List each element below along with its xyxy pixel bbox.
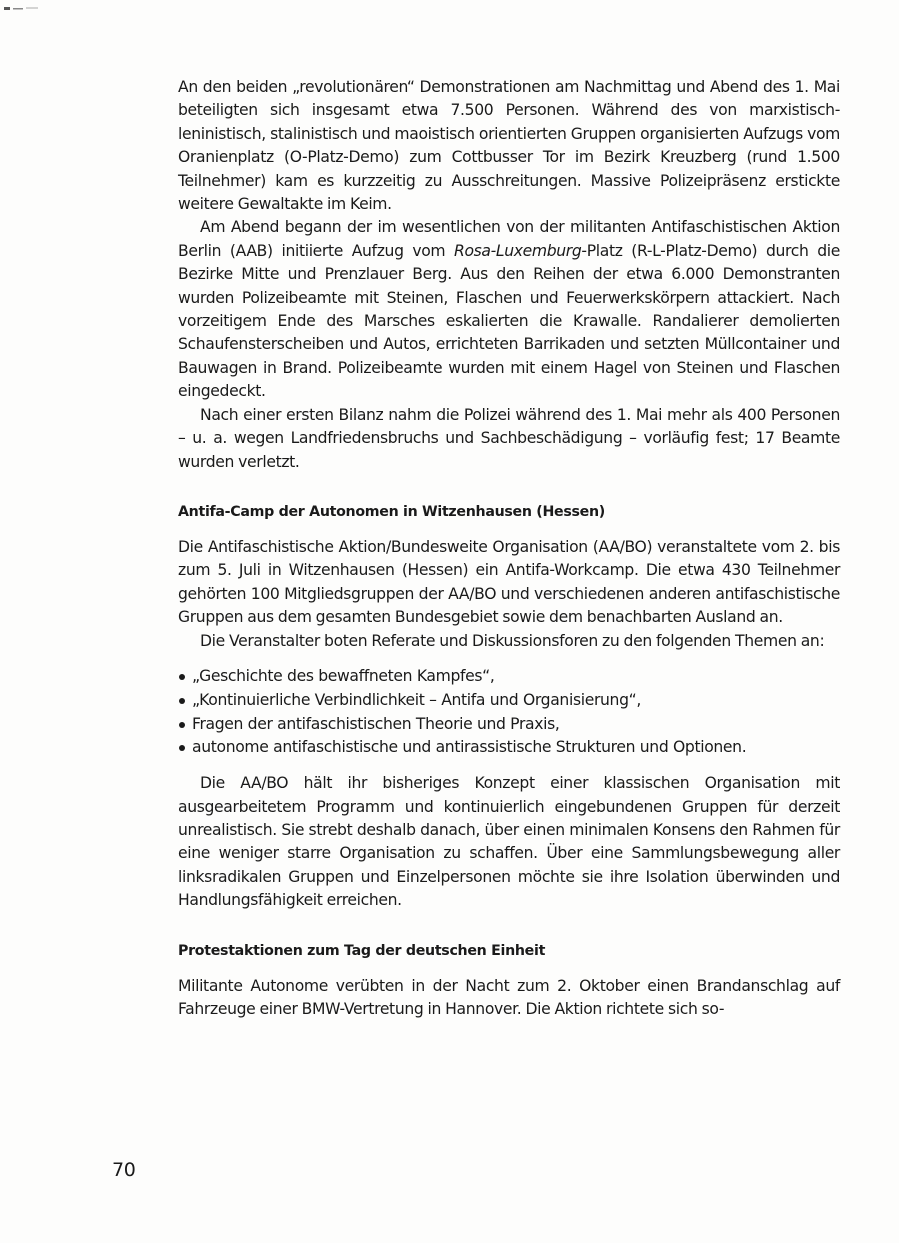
paragraph-police-balance: Nach einer ersten Bilanz nahm die Polizei während des 1. Mai mehr als 400 Personen – u. a. wegen Landfriedensbruchs und Sachbeschädigung – vorläufig fest; 17 Beamte wurden verletzt. — [178, 405, 840, 471]
page-number: 70 — [112, 1159, 136, 1181]
paragraph-arson-hannover: Militante Autonome verübten in der Nacht zum 2. Oktober einen Brandanschlag auf Fahrzeuge einer BMW-Vertretung in Hannover. Die Aktion richtete sich so- — [178, 976, 840, 1018]
paragraph-aa-bo-concept: Die AA/BO hält ihr bisheriges Konzept einer klassischen Organisation mit ausgearbeitetem Programm und kontinuierlich eingebundenen Gruppen für derzeit unrealistisch. Sie strebt deshalb danach, über einen minimalen Konsens den Rahmen für eine weniger starre Organisation zu schaffen. Über eine Sammlungsbewegung aller linksradikalen Gruppen und Einzelpersonen möchte sie ihre Isolation überwinden und Handlungsfähigkeit erreichen. — [178, 774, 840, 910]
paragraph-may-day-demos: An den beiden „revolutionären“ Demonstrationen am Nachmittag und Abend des 1. Mai beteiligten sich insgesamt etwa 7.500 Personen. Während des von marxistisch-leninistisch, stalinistisch und maoistisch orientierten Gruppen organisierten Aufzugs vom Oranienplatz (O-Platz-Demo) zum Cottbusser Tor im Bezirk Kreuzberg (rund 1.500 Teilnehmer) kam es kurzzeitig zu Ausschreitungen. Massive Polizeipräsenz erstickte weitere Gewaltakte im Keim. — [178, 78, 840, 214]
paragraph-topics-intro: Die Veranstalter boten Referate und Diskussionsforen zu den folgenden Themen an: — [200, 631, 825, 650]
topics-list — [178, 665, 840, 760]
paragraph-evening-march — [178, 216, 840, 403]
heading-antifa-camp: Antifa-Camp der Autonomen in Witzenhausen (Hessen) — [178, 503, 605, 520]
bullet-icon — [179, 698, 185, 704]
page-body — [178, 76, 840, 1021]
text-run: Am Abend begann der im wesentlichen von der militanten Antifaschistischen Aktion Berlin (AAB) initiierte Aufzug vom — [178, 218, 840, 260]
bullet-icon — [179, 722, 185, 728]
paragraph-antifa-workcamp: Die Antifaschistische Aktion/Bundesweite Organisation (AA/BO) veranstaltete vom 2. bis zum 5. Juli in Witzenhausen (Hessen) ein Antifa-Workcamp. Die etwa 430 Teilnehmer gehörten 100 Mitgliedsgruppen der AA/BO und verschiedenen anderen antifaschistische Gruppen aus dem gesamten Bundesgebiet sowie dem benachbarten Ausland an. — [178, 537, 840, 627]
text-run: -Platz (R-L-Platz-Demo) durch die Bezirke Mitte und Prenzlauer Berg. Aus den Reihen der etwa 6.000 Demonstranten wurden Polizeibeamte mit Steinen, Flaschen und Feuerwerkskörpern attackiert. Nach vorzeitigem Ende des Marsches eskalierten die Krawalle. Randalierer demolierten Schaufensterscheiben und Autos, errichteten Barrikaden und setzten Müllcontainer und Bauwagen in Brand. Polizeibeamte wurden mit einem Hagel von Steinen und Flaschen eingedeckt. — [178, 241, 840, 401]
heading-unity-day-protests: Protestaktionen zum Tag der deutschen Einheit — [178, 942, 546, 959]
scan-artifact-mark — [4, 6, 38, 11]
list-item: Fragen der antifaschistischen Theorie und Praxis, — [178, 713, 840, 737]
italic-place-name: Rosa-Luxemburg — [453, 241, 582, 260]
list-item: autonome antifaschistische und antirassistische Strukturen und Optionen. — [178, 736, 840, 760]
bullet-icon — [179, 745, 185, 751]
list-item: „Kontinuierliche Verbindlichkeit – Antifa und Organisierung“, — [178, 689, 840, 713]
list-item: „Geschichte des bewaffneten Kampfes“, — [178, 665, 840, 689]
bullet-icon — [179, 674, 185, 680]
